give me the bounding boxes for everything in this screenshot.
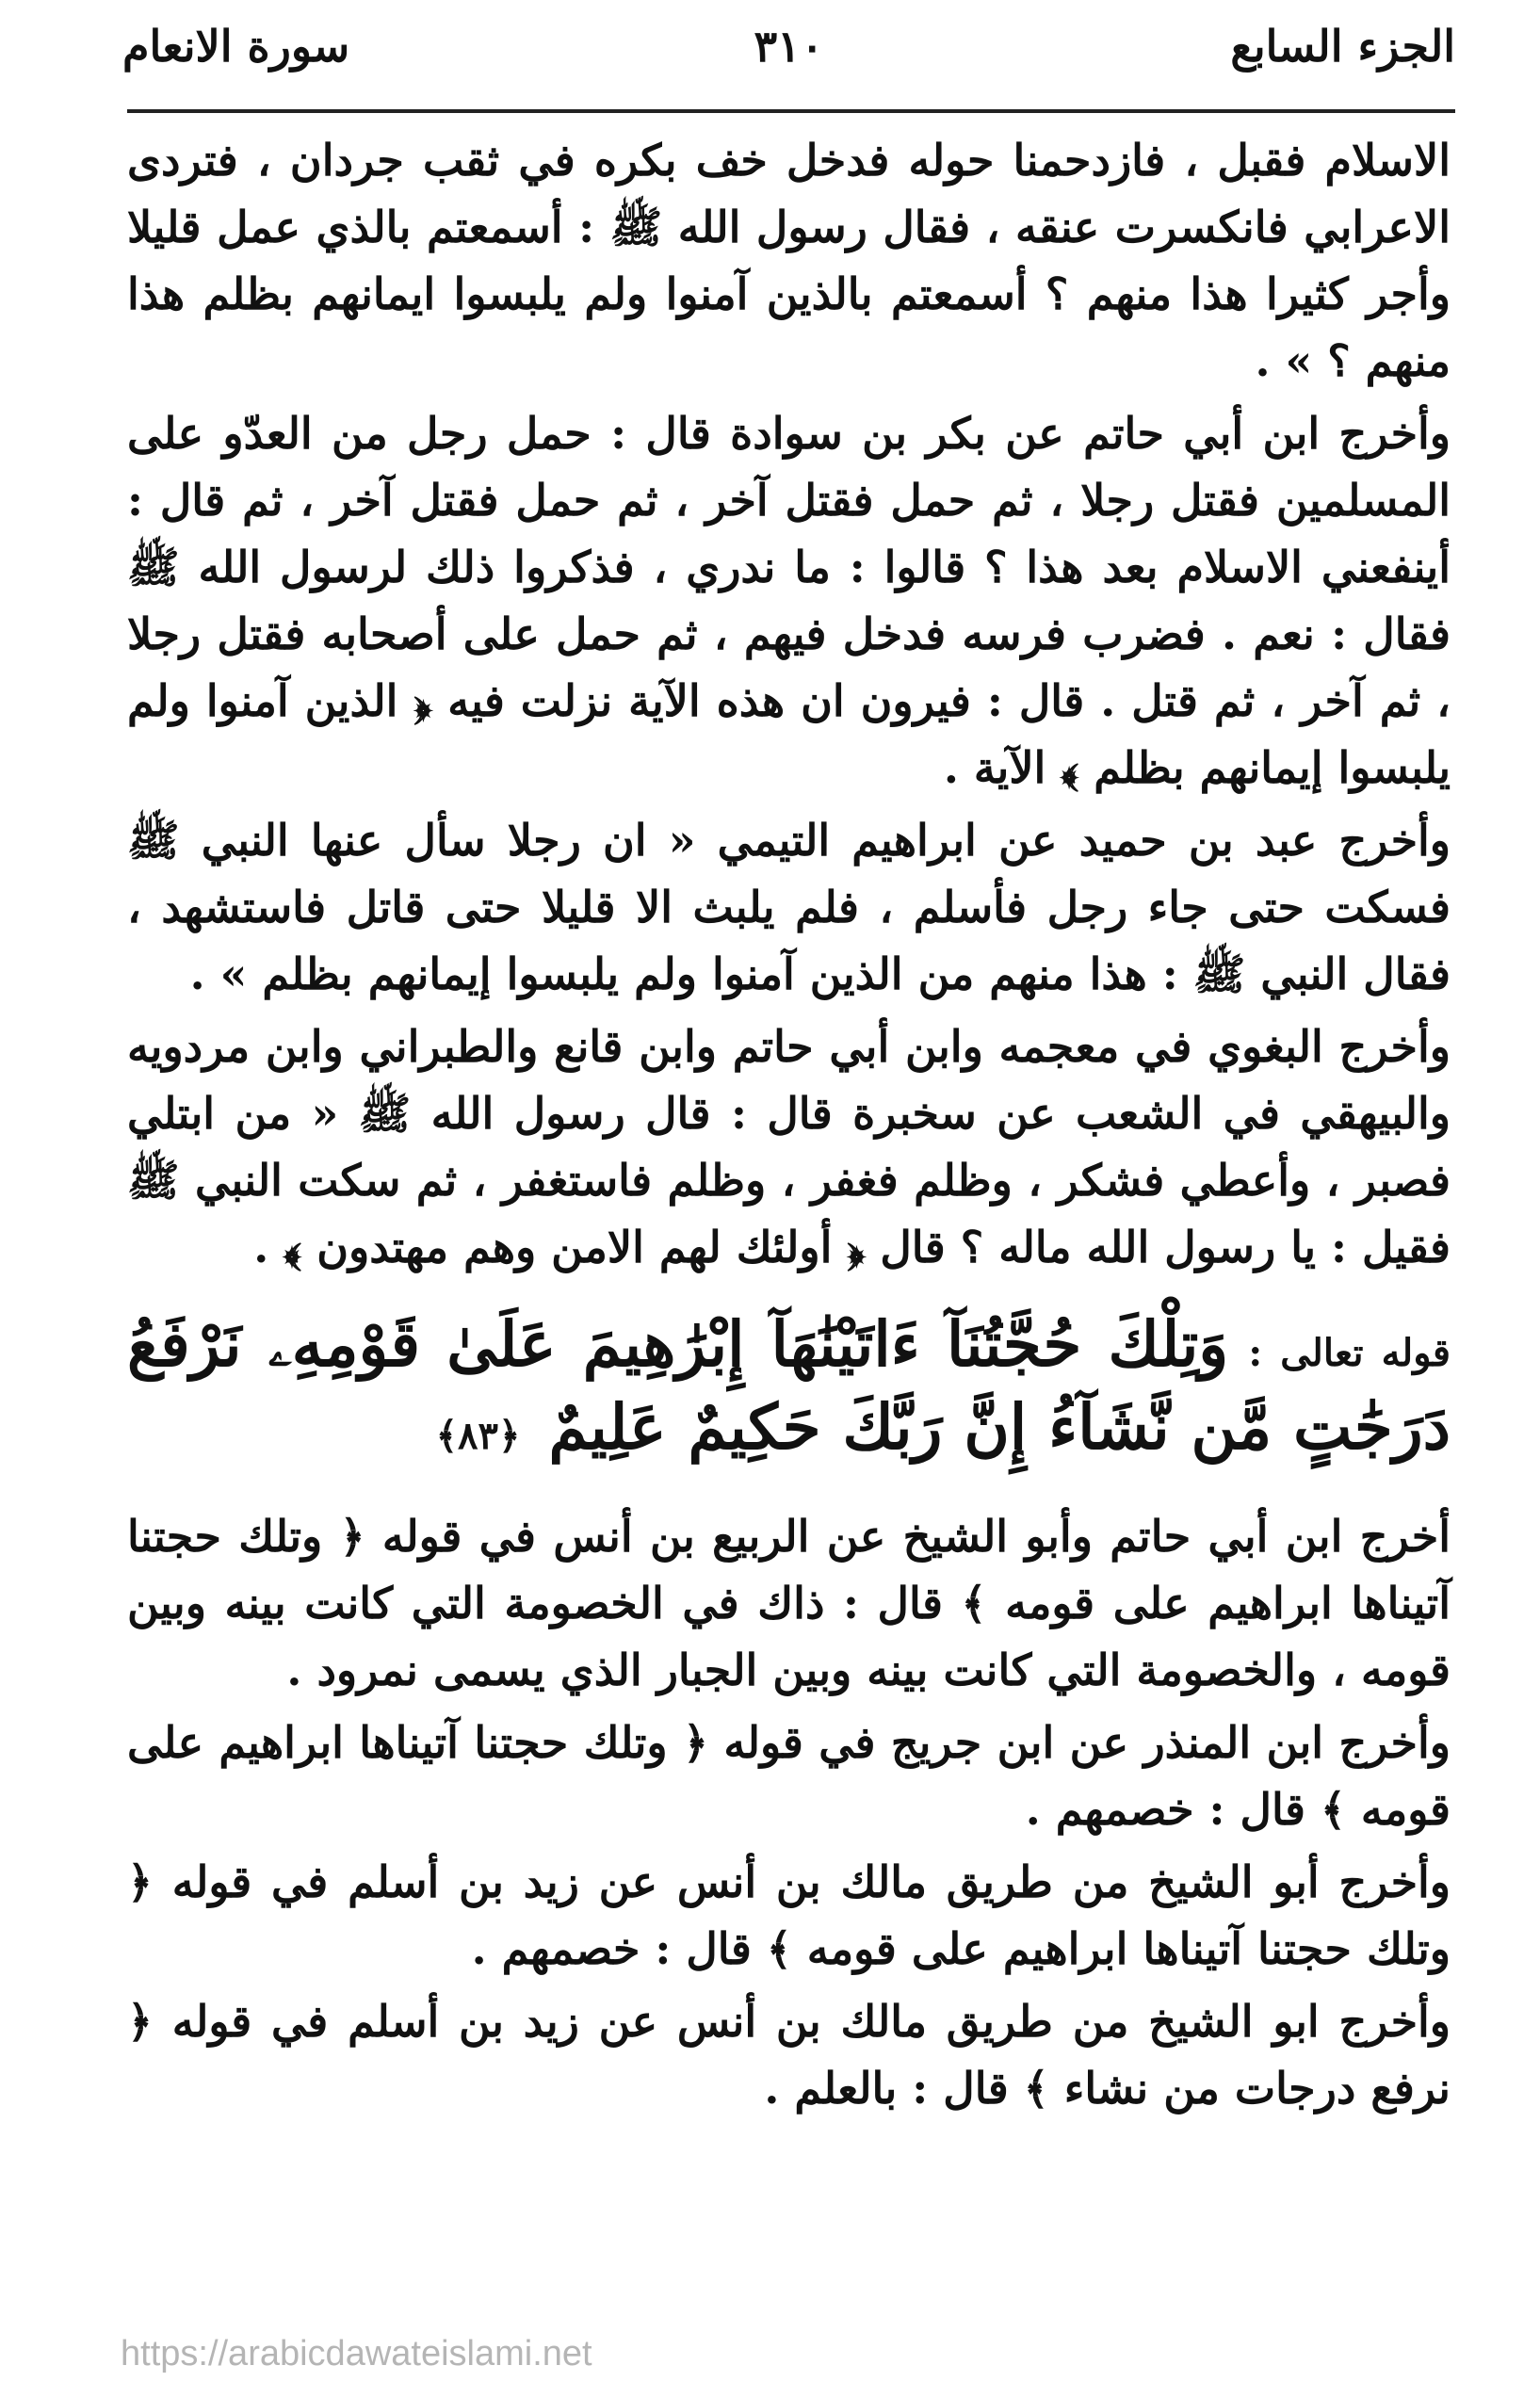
paragraph: وأخرج البغوي في معجمه وابن أبي حاتم وابن قانع والطبراني وابن مردويه والبيهقي في الشعب عن سخبرة قال : قال رسول الله ﷺ « من ابتلي فصبر ، وأعطي فشكر ، وظلم فغفر ، وظلم فاستغفر ، ثم سكت النبي ﷺ فقيل : يا رسول الله ماله ؟ قال ﴿ أولئك لهم الامن وهم مهتدون ﴾ . (127, 1021, 1451, 1272)
watermark-url: https://arabicdawateislami.net (121, 2334, 592, 2374)
paragraph: أخرج ابن أبي حاتم وأبو الشيخ عن الربيع بن أنس في قوله ﴿ وتلك حجتنا آتيناها ابراهيم على قومه ﴾ قال : ذاك في الخصومة التي كانت بينه وبين قومه ، والخصومة التي كانت بينه وبين الجبار الذي يسمى نمرود . (127, 1511, 1451, 1695)
quran-verse-block (127, 1304, 1451, 1469)
page-body (127, 127, 1451, 2128)
verse-number: ﴿٨٣﴾ (435, 1414, 521, 1458)
paragraph: الاسلام فقبل ، فازدحمنا حوله فدخل خف بكره في ثقب جردان ، فتردى الاعرابي فانكسرت عنقه ، فقال رسول الله ﷺ : أسمعتم بالذي عمل قليلا وأجر كثيرا هذا منهم ؟ أسمعتم بالذين آمنوا ولم يلبسوا ايمانهم بظلم هذا منهم ؟ » . (127, 135, 1451, 386)
paragraph: وأخرج ابو الشيخ من طريق مالك بن أنس عن زيد بن أسلم في قوله ﴿ نرفع درجات من نشاء ﴾ قال : بالعلم . (127, 1996, 1451, 2114)
juz-label: الجزء السابع (1230, 21, 1455, 72)
paragraph: وأخرج أبو الشيخ من طريق مالك بن أنس عن زيد بن أسلم في قوله ﴿ وتلك حجتنا آتيناها ابراهيم على قومه ﴾ قال : خصمهم . (127, 1856, 1451, 1974)
paragraph: وأخرج عبد بن حميد عن ابراهيم التيمي « ان رجلا سأل عنها النبي ﷺ فسكت حتى جاء رجل فأسلم ، فلم يلبث الا قليلا حتى قاتل فاستشهد ، فقال النبي ﷺ : هذا منهم من الذين آمنوا ولم يلبسوا إيمانهم بظلم » . (127, 815, 1451, 999)
surah-label: سورة الانعام (122, 21, 350, 72)
verse-intro: قوله تعالى : (1248, 1331, 1451, 1375)
page-header (122, 21, 1455, 96)
header-divider (127, 109, 1455, 113)
page-number: ٣١٠ (754, 21, 824, 72)
paragraph: وأخرج ابن أبي حاتم عن بكر بن سوادة قال : حمل رجل من العدّو على المسلمين فقتل رجلا ، ثم حمل فقتل آخر ، ثم حمل فقتل آخر ، ثم قال : أينفعني الاسلام بعد هذا ؟ قالوا : ما ندري ، فذكروا ذلك لرسول الله ﷺ فقال : نعم . فضرب فرسه فدخل فيهم ، ثم حمل على أصحابه فقتل رجلا ، ثم آخر ، ثم قتل . قال : فيرون ان هذه الآية نزلت فيه ﴿ الذين آمنوا ولم يلبسوا إيمانهم بظلم ﴾ الآية . (127, 408, 1451, 793)
quran-verse: وَتِلْكَ حُجَّتُنَآ ءَاتَيْنَٰهَآ إِبْرَٰهِيمَ عَلَىٰ قَوْمِهِۦ نَرْفَعُ دَرَجَٰتٍ مَّن نَّشَآءُ إِنَّ رَبَّكَ حَكِيمٌ عَلِيمٌ (127, 1307, 1451, 1464)
paragraph: وأخرج ابن المنذر عن ابن جريج في قوله ﴿ وتلك حجتنا آتيناها ابراهيم على قومه ﴾ قال : خصمهم . (127, 1717, 1451, 1835)
